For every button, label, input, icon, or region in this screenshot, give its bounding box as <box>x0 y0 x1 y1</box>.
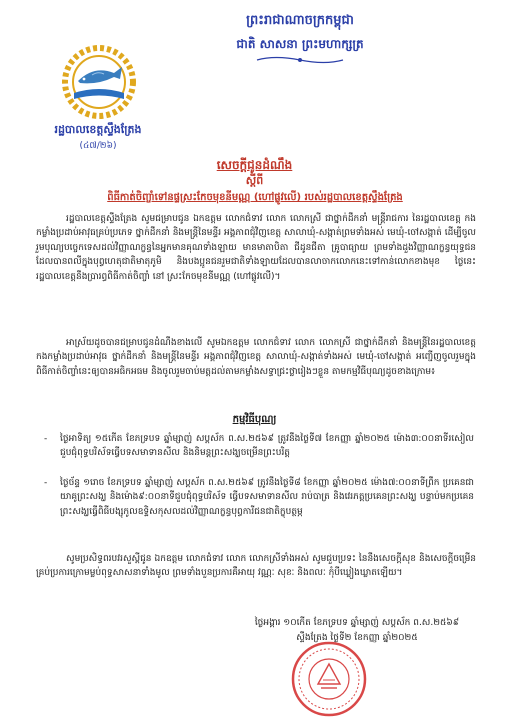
lunar-date: ថ្ងៃអង្គារ ១០កើត ខែភទ្របទ ឆ្នាំម្សាញ់ សប្តស័ក ព.ស.២៥៦៩ <box>254 618 460 628</box>
header-ornament <box>255 55 345 65</box>
body-paragraph-1: រដ្ឋបាលខេត្តស្ទឹងត្រែង សូមជម្រាបជូន ឯកឧត្តម លោកជំទាវ លោក លោកស្រី ជាថ្នាក់ដឹកនាំ មន្ត្រីរាជការ នៃរដ្ឋបាលខេត្ត កងកម្លាំងប្រដាប់អាវុធគ្រប់ប្រភេទ ថ្នាក់ដឹកនាំ និងមន្ត្រីនៃមន្ទីរ អង្គភាពជុំវិញខេត្ត សាលាឃុំ-សង្កាត់ព្រមទាំងអស់ មេឃុំ-ចៅសង្កាត់ ដើម្បីចូលរួមបុណ្យបច្ចេកទេសដល់វិញ្ញាណក្ខន្ធនៃអ្នកមានគុណទាំងឡាយ មានមាតាបិតា ជីដូនជីតា គ្រូបាធ្យាយ ព្រមទាំងដួងវិញ្ញាណក្ខន្ធយុទ្ធជនដែលបានពលីក្នុងបុព្វហេតុជាតិមាតុភូមិ និងបងប្អូនជនរួមជាតិទាំងឡាយដែលបានលាចាកលោកនេះទៅកាន់លោកខាងមុខ ថ្ងៃនេះ រដ្ឋបាលខេត្តនឹងប្រារព្ធពិធីកាត់ចិញ្ចាំ នៅ ស្រះកែចមុខនីមណ្ណ (ហៅផ្លូវលើ)។ <box>36 214 476 282</box>
administration-name: រដ្ឋបាលខេត្តស្ទឹងត្រែង <box>54 123 142 136</box>
bullet-dash-icon: - <box>44 478 48 488</box>
body-paragraph-2: អាស្រ័យដូចបានជម្រាបជូនដំណឹងខាងលើ សូមឯកឧត្តម លោកជំទាវ លោក លោកស្រី ជាថ្នាក់ដឹកនាំ និងមន្ត្រីនៃរដ្ឋបាលខេត្ត កងកម្លាំងប្រដាប់អាវុធ ថ្នាក់ដឹកនាំ និងមន្ត្រីនៃមន្ទីរ អង្គភាពជុំវិញខេត្ត សាលាឃុំ-សង្កាត់ទាំងអស់ មេឃុំ-ចៅសង្កាត់ អញ្ជើញចូលរួមក្នុងពិធីកាត់ចិញ្ចាំនេះឲ្យបានអធិកអធម និងចូលរួមចាប់មត្តដល់តាមកម្លាំងសទ្ធាជ្រះថ្លារៀងៗខ្លួន តាមកម្មវិធីបុណ្យដូចខាងក្រោម៖ <box>36 338 476 377</box>
kingdom-heading: ព្រះរាជាណាចក្រកម្ពុជា <box>246 13 354 28</box>
closing-paragraph: សូមប្រសិទ្ធពរបវរសួស្តីជូន ឯកឧត្តម លោកជំទាវ លោក លោកស្រីទាំងអស់ សូមជួបប្រទះ នៃនឹងសេចក្តីសុខ និងសេចក្តីចម្រើនគ្រប់ប្រការក្រោមម្លប់ពុទ្ធសាសនាទាំងមូល ព្រមទាំងបួនប្រការគឺអាយុ វណ្ណៈ សុខៈ និងពលៈ កុំបីឃ្លៀងឃ្លាតឡើយ។ <box>36 554 476 579</box>
program-item-text: ថ្ងៃច័ន្ទ ១រោច ខែភទ្របទ ឆ្នាំម្សាញ់ សប្តស័ក ព.ស.២៥៦៩ ត្រូវនឹងថ្ងៃទី៨ ខែកញ្ញា ឆ្នាំ២០២៥ ម៉ោង៧:០០នាទីព្រឹក ប្រគេនជាយាគូព្រះសង្ឃ និងម៉ោង៩:០០នាទីជួបជុំពុទ្ធបរិស័ទ ធ្វើបទសមាទានសីល រាប់បាត្រ និងវេរភត្តប្រគេនព្រះសង្ឃ បន្ទាប់មកប្រគេនព្រះសង្ឃធ្វើពិធីបង្សុកូលឧទ្ទិសកុសលដល់វិញ្ញាណក្ខន្ធបុព្វការីជនជាតិក្ខុបត្ថម្ភ <box>60 478 474 517</box>
program-item-text: ថ្ងៃអាទិត្យ ១៥កើត ខែភទ្របទ ឆ្នាំម្សាញ់ សប្តស័ក ព.ស.២៥៦៩ ត្រូវនឹងថ្ងៃទី៧ ខែកញ្ញា ឆ្នាំ២០២៥ ម៉ោង៣:០០នាទីរសៀល ជួបជុំពុទ្ធបរិស័ទធ្វើបទសមាទានសីល និងនិមន្តព្រះសង្ឃចម្រើនព្រះបរិត្ត <box>60 434 474 459</box>
official-seal-icon <box>290 640 368 718</box>
program-title: កម្មវិធីបុណ្យ <box>232 414 277 425</box>
provincial-logo-icon <box>62 45 136 119</box>
national-motto: ជាតិ សាសនា ព្រះមហាក្សត្រ <box>236 37 364 51</box>
notice-about: ស្តីពី <box>245 174 264 187</box>
notice-subject: ពិធីកាត់ចិញ្ចាំទៅនផ្ទស្រះកែចមុខនីមណ្ណ (ហៅផ្លូវលើ) របស់រដ្ឋបាលខេត្តស្ទឹងត្រែង <box>107 192 403 203</box>
bullet-dash-icon: - <box>44 434 48 444</box>
administration-number: (៤៧/២៦) <box>79 141 117 151</box>
notice-title: សេចក្តីជូនដំណឹង <box>216 158 293 172</box>
place-date: ស្ទឹងត្រែង ថ្ងៃទី២ ខែកញ្ញា ឆ្នាំ២០២៥ <box>296 633 418 643</box>
